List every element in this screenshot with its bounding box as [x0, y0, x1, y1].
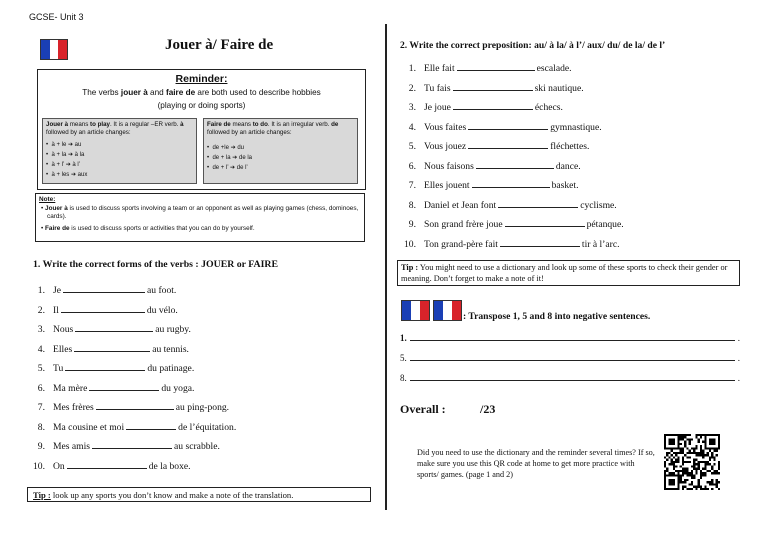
- exercise-item: 2. Tu fais ski nautique.: [408, 82, 584, 94]
- answer-line[interactable]: [410, 351, 735, 361]
- answer-blank[interactable]: [472, 178, 550, 188]
- note-label: Note:: [39, 196, 56, 203]
- exercise-item: 10. Ton grand-père fait tir à l’arc.: [404, 238, 620, 250]
- answer-line[interactable]: [410, 331, 735, 341]
- transpose-title: : Transpose 1, 5 and 8 into negative sentences.: [463, 311, 651, 322]
- exercise-2-list: [398, 61, 624, 256]
- list-item: • à + les ➔ aux: [46, 172, 88, 178]
- exercise-item: 8. Daniel et Jean font cyclisme.: [408, 199, 617, 211]
- exercise-item: 2. Il du vélo.: [37, 304, 178, 316]
- answer-line-row: 1. .: [400, 333, 740, 343]
- answer-blank[interactable]: [453, 81, 533, 91]
- answer-blank[interactable]: [65, 361, 145, 371]
- answer-blank[interactable]: [453, 100, 533, 110]
- exercise-2-title: 2. Write the correct preposition: au/ à la/ à l’/ aux/ du/ de la/ de l’: [400, 40, 666, 51]
- reminder-heading: Reminder:: [175, 73, 228, 85]
- answer-blank[interactable]: [61, 303, 145, 313]
- answer-line-row: 8. .: [400, 373, 740, 383]
- overall-score: /23: [480, 402, 496, 416]
- answer-blank[interactable]: [457, 61, 535, 71]
- exercise-item: 5. Tu du patinage.: [37, 363, 195, 374]
- exercise-item: 9. Son grand frère joue pétanque.: [408, 219, 624, 230]
- exercise-item: 5. Vous jouez fléchettes.: [408, 141, 590, 152]
- answer-blank[interactable]: [468, 139, 548, 149]
- exercise-item: 10. On de la boxe.: [33, 460, 191, 472]
- exercise-item: 7. Elles jouent basket.: [408, 180, 579, 191]
- note-item: • Jouer à is used to discuss sports involving a team or an opponent as well as playing games (chess, dominoes, cards).: [41, 204, 359, 220]
- answer-blank[interactable]: [92, 439, 172, 449]
- jouer-panel: Jouer à means to play. It is a regular –ER verb. à followed by an article changes: • à + le ➔ au • à + la ➔ à la • à + l’ ➔ à l’ • à + les ➔ aux: [42, 118, 197, 184]
- exercise-item: 6. Ma mère du yoga.: [37, 382, 195, 394]
- overall-label: Overall :: [400, 402, 446, 416]
- exercise-1-title: 1. Write the correct forms of the verbs : JOUER or FAIRE: [33, 259, 279, 270]
- exercise-item: 4. Vous faites gymnastique.: [408, 121, 602, 133]
- list-item: • de + la ➔ de la: [207, 155, 252, 161]
- qr-code-icon[interactable]: [664, 434, 720, 490]
- answer-line-row: 5. .: [400, 353, 740, 363]
- reminder-box: [37, 69, 366, 190]
- note-box: [35, 193, 365, 242]
- french-flag-icon: [401, 300, 430, 321]
- exercise-item: 3. Je joue échecs.: [408, 102, 563, 113]
- answer-line[interactable]: [410, 371, 735, 381]
- tip-box: Tip : You might need to use a dictionary and look up some of these sports to check their gender or meaning. Don’t forget to make a note of it!: [397, 260, 740, 286]
- exercise-item: 7. Mes frères au ping-pong.: [37, 402, 230, 413]
- reminder-line-1: The verbs jouer à and faire de are both used to describe hobbies: [82, 88, 321, 97]
- answer-blank[interactable]: [500, 237, 580, 247]
- answer-blank[interactable]: [476, 159, 554, 169]
- list-item: • à + la ➔ à la: [46, 152, 85, 158]
- list-item: • à + l’ ➔ à l’: [46, 162, 81, 168]
- exercise-item: 1. Je au foot.: [37, 285, 177, 296]
- exercise-item: 3. Nous au rugby.: [37, 324, 191, 335]
- answer-blank[interactable]: [505, 217, 585, 227]
- faire-panel: Faire de means to do. It is an irregular verb. de followed by an article changes: • de +le ➔ du • de + la ➔ de la • de + l’ ➔ de l’: [203, 118, 358, 184]
- french-flag-icon: [433, 300, 462, 321]
- reminder-line-2: (playing or doing sports): [157, 101, 246, 110]
- exercise-item: 9. Mes amis au scrabble.: [37, 441, 220, 452]
- exercise-1-list: [27, 283, 236, 478]
- answer-blank[interactable]: [75, 322, 153, 332]
- answer-blank[interactable]: [89, 381, 159, 391]
- tip-box: Tip : look up any sports you don’t know and make a note of the translation.: [27, 487, 371, 502]
- unit-label: GCSE- Unit 3: [29, 12, 84, 22]
- exercise-item: 6. Nous faisons dance.: [408, 160, 581, 172]
- answer-blank[interactable]: [67, 459, 147, 469]
- exercise-item: 8. Ma cousine et moi de l’équitation.: [37, 421, 237, 433]
- list-item: • à + le ➔ au: [46, 142, 82, 148]
- answer-blank[interactable]: [74, 342, 150, 352]
- french-flag-icon: [40, 39, 68, 60]
- answer-blank[interactable]: [498, 198, 578, 208]
- list-item: • de + l’ ➔ de l’: [207, 165, 248, 171]
- answer-blank[interactable]: [468, 120, 548, 130]
- answer-blank[interactable]: [96, 400, 174, 410]
- column-divider: [385, 24, 387, 510]
- qr-instructions: Did you need to use the dictionary and the reminder several times? If so, make sure you use this QR code at home to get more practice with sports/ games. (page 1 and 2): [417, 448, 655, 479]
- answer-blank[interactable]: [126, 420, 176, 430]
- list-item: • de +le ➔ du: [207, 145, 244, 151]
- page-title: Jouer à/ Faire de: [165, 37, 274, 53]
- answer-blank[interactable]: [63, 283, 145, 293]
- exercise-item: 1. Elle fait escalade.: [408, 63, 572, 74]
- note-item: • Faire de is used to discuss sports or activities that you can do by yourself.: [41, 224, 255, 232]
- exercise-item: 4. Elles au tennis.: [37, 343, 189, 355]
